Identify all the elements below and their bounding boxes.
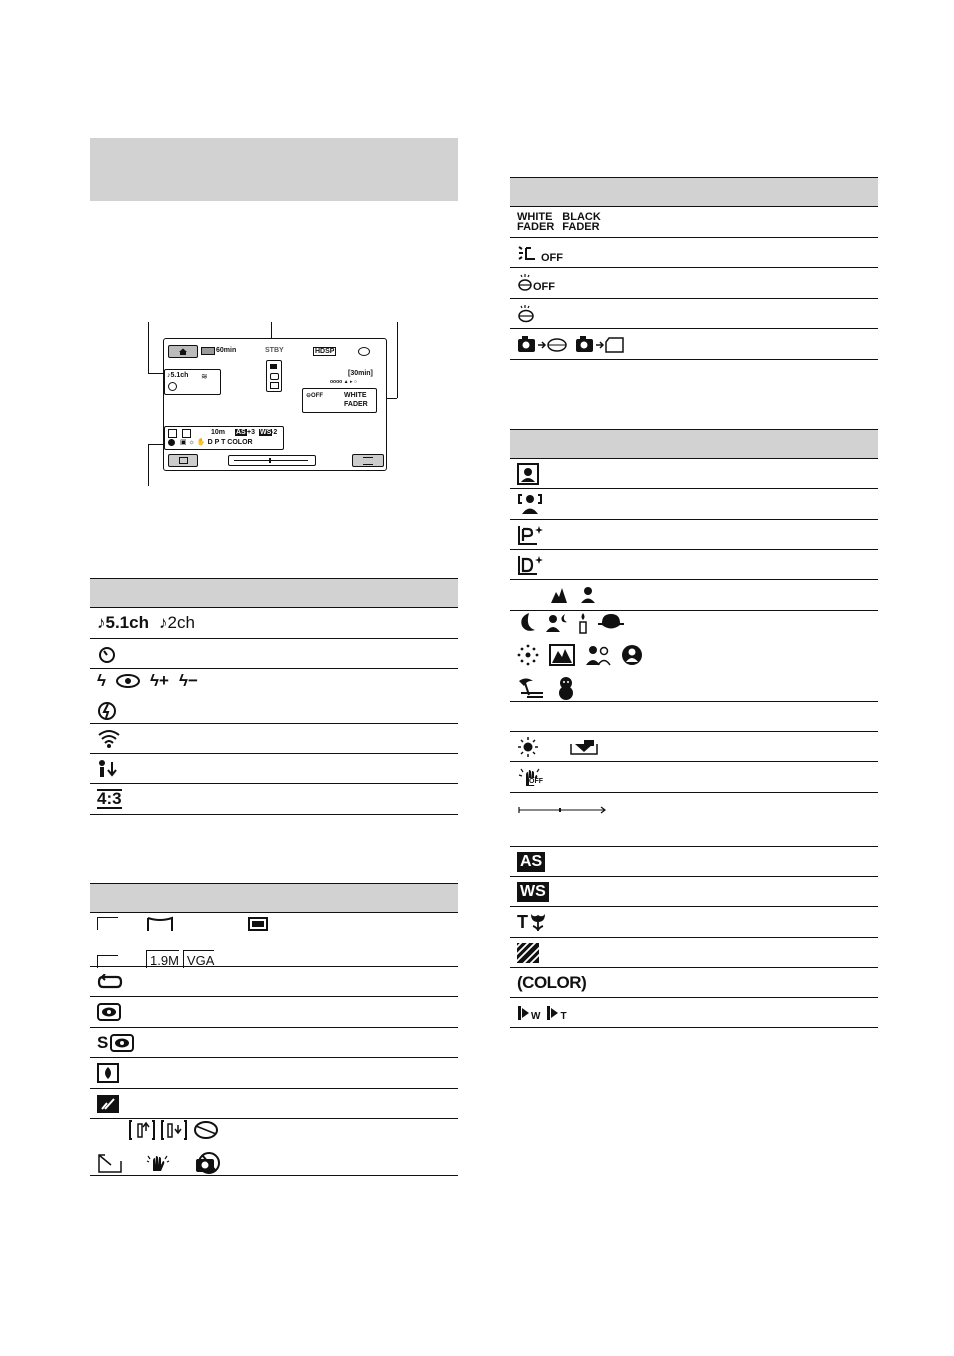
white-balance-onepush-icon	[569, 738, 599, 756]
landscape-frame-icon	[549, 644, 575, 666]
left-table-1	[90, 578, 458, 815]
exposure-icon	[97, 1063, 119, 1083]
color-slow-shutter-icon: (COLOR)	[517, 972, 587, 992]
as-value: +3	[247, 429, 255, 436]
section-header-band	[90, 138, 458, 201]
table-row	[90, 913, 458, 967]
standby-status: STBY	[265, 347, 284, 354]
loop-icon	[97, 974, 123, 990]
conversion-lens-tele-icon: T	[546, 1004, 566, 1022]
white-fader-icon: WHITE FADER	[517, 211, 555, 233]
lcd-screen	[163, 338, 387, 471]
face-detect-off-icon: OFF	[517, 274, 555, 292]
steady-shot-icon	[145, 1153, 171, 1173]
table-row	[510, 550, 878, 580]
mode-icons-box	[266, 360, 282, 392]
face-detect-icon	[182, 429, 191, 438]
table-row	[510, 847, 878, 877]
size-1-9m: 1.9M	[146, 950, 179, 968]
d-effect-icon	[517, 554, 545, 576]
spot-focus-icon	[110, 1034, 134, 1052]
table-header	[90, 883, 458, 913]
battery-time: 60min	[216, 347, 237, 354]
candle-icon	[577, 612, 589, 634]
wind-screen-icon: WS	[517, 882, 549, 902]
spot-meter-icon	[97, 1003, 121, 1021]
s-label: S	[97, 1032, 109, 1052]
option-icon	[363, 457, 373, 465]
portrait-frame-icon	[517, 463, 539, 485]
flash-icon: ϟ	[97, 671, 106, 690]
frame-icon	[97, 917, 118, 930]
beach-icon	[517, 677, 545, 699]
table-row	[510, 702, 878, 732]
table-row	[510, 907, 878, 938]
sunset-icon	[597, 612, 625, 634]
photo-to-card-icon	[575, 334, 627, 354]
fader-box	[302, 388, 377, 413]
white-balance-outdoor-icon	[161, 1119, 187, 1141]
table-row	[90, 639, 458, 669]
conversion-lens-wide-icon: W	[517, 1004, 540, 1022]
hdd-eject-icon	[97, 1153, 123, 1173]
table-row	[90, 997, 458, 1028]
table-row	[90, 724, 458, 754]
zoom-bar[interactable]	[228, 455, 316, 466]
callout-line-1b	[148, 373, 164, 374]
table-row	[90, 754, 458, 784]
table-row	[510, 580, 878, 611]
battery-icon	[201, 347, 215, 355]
audio-51-icon: ♪5.1ch	[97, 613, 149, 632]
person-icon	[580, 586, 596, 604]
black-fader-icon: BLACK FADER	[562, 211, 601, 233]
lcd-icon-row: ▣ ☼ ✋ D P T COLOR	[180, 439, 253, 446]
flash-plus-icon: ϟ+	[150, 671, 169, 690]
table-row	[90, 608, 458, 639]
audio-mode: ♪5.1ch	[167, 372, 189, 379]
play-icon	[179, 457, 188, 464]
white-balance-indoor-icon	[129, 1119, 155, 1141]
camera-off-icon	[193, 1151, 223, 1175]
ws-value: -2	[271, 429, 278, 436]
callout-line-3	[397, 322, 398, 398]
table-row	[90, 784, 458, 815]
group-portrait-icon	[585, 644, 611, 666]
right-table-2	[510, 429, 878, 1028]
table-row	[510, 793, 878, 847]
fader-top: WHITE	[344, 392, 367, 399]
night-scene-icon	[517, 612, 537, 634]
portrait-icon	[168, 429, 177, 438]
zebra-icon	[517, 943, 539, 963]
aspect-ratio-icon: 4:3	[97, 789, 122, 808]
table-row	[90, 669, 458, 724]
table-header	[510, 177, 878, 207]
zoom-marker	[269, 458, 271, 463]
table-header	[90, 578, 458, 608]
settings-icons-box	[164, 426, 284, 450]
table-row	[90, 1089, 458, 1119]
disc-tilt-icon	[193, 1120, 219, 1140]
zoom-track	[234, 460, 308, 461]
landscape-icon	[550, 586, 568, 604]
face-detect-on-icon	[517, 305, 535, 323]
eye-icon	[270, 373, 279, 380]
remaining-time: [30min]	[348, 370, 373, 377]
wireless-mic-icon	[97, 729, 121, 749]
table-row	[510, 938, 878, 968]
ws-badge: WS	[260, 429, 272, 436]
audio-info-box	[164, 369, 221, 395]
red-eye-icon	[116, 674, 140, 688]
table-row	[90, 1119, 458, 1176]
callout-line-1	[148, 322, 149, 374]
media-indicators: oooo ▲ ▸ ○	[330, 379, 357, 385]
snow-icon	[555, 676, 577, 700]
callout-line-4b	[148, 444, 164, 445]
wireless-icon: ≋	[201, 372, 208, 381]
table-row	[90, 967, 458, 997]
table-header	[510, 429, 878, 459]
size-vga: VGA	[183, 950, 214, 968]
table-row	[510, 329, 878, 360]
frame-icon	[97, 955, 118, 968]
zoom-slider-icon	[517, 805, 607, 815]
auto-slow-shutter-icon: AS	[517, 852, 545, 872]
fireworks-icon	[517, 644, 539, 666]
table-row	[510, 207, 878, 238]
table-row	[90, 1058, 458, 1089]
flash-off-icon	[97, 701, 117, 721]
timer-10m: 10m	[211, 429, 226, 436]
callout-line-4	[148, 444, 149, 486]
table-row	[510, 299, 878, 329]
table-row	[510, 762, 878, 793]
fader-bottom: FADER	[344, 401, 368, 408]
table-row	[510, 238, 878, 268]
tele-macro-icon	[529, 912, 547, 932]
home-button[interactable]	[168, 345, 198, 358]
face-off-icon: ⊖OFF	[306, 393, 324, 399]
timer-icon	[168, 382, 177, 391]
quality-badge: HDSP	[315, 348, 335, 355]
table-row	[510, 489, 878, 520]
disc-icon	[358, 347, 370, 356]
as-badge: AS	[236, 429, 246, 436]
home-icon	[169, 346, 197, 357]
self-timer-icon	[97, 644, 117, 664]
table-row	[510, 268, 878, 299]
playback-button[interactable]	[168, 454, 198, 467]
sensor-icon	[270, 382, 279, 389]
wide-frame-icon	[146, 916, 174, 932]
mic-level-icon	[97, 760, 119, 778]
face-detection-icon	[517, 493, 543, 515]
steady-shot-off-icon: OFF	[517, 766, 543, 788]
left-table-2	[90, 883, 458, 1176]
table-row	[510, 611, 878, 702]
table-row	[510, 968, 878, 998]
p-effect-icon	[517, 524, 545, 546]
manual-focus-icon	[97, 1095, 119, 1113]
table-row	[510, 520, 878, 550]
backlight-off-icon: OFF	[517, 243, 563, 263]
table-row	[90, 1028, 458, 1058]
table-row	[510, 732, 878, 762]
table-row	[510, 877, 878, 907]
right-table-1	[510, 177, 878, 360]
tele-label: T	[517, 911, 528, 932]
soft-portrait-icon	[621, 644, 643, 666]
photo-to-disc-icon	[517, 334, 569, 354]
table-row	[510, 459, 878, 489]
full-frame-icon	[248, 917, 268, 931]
night-portrait-icon	[545, 612, 569, 634]
camera-mode-icon	[270, 364, 277, 369]
option-button[interactable]	[352, 454, 384, 467]
flash-minus-icon: ϟ−	[178, 671, 198, 690]
table-row	[510, 998, 878, 1028]
audio-2ch-icon: ♪2ch	[158, 613, 195, 632]
scene-icon	[168, 439, 175, 446]
sun-icon	[517, 736, 539, 758]
